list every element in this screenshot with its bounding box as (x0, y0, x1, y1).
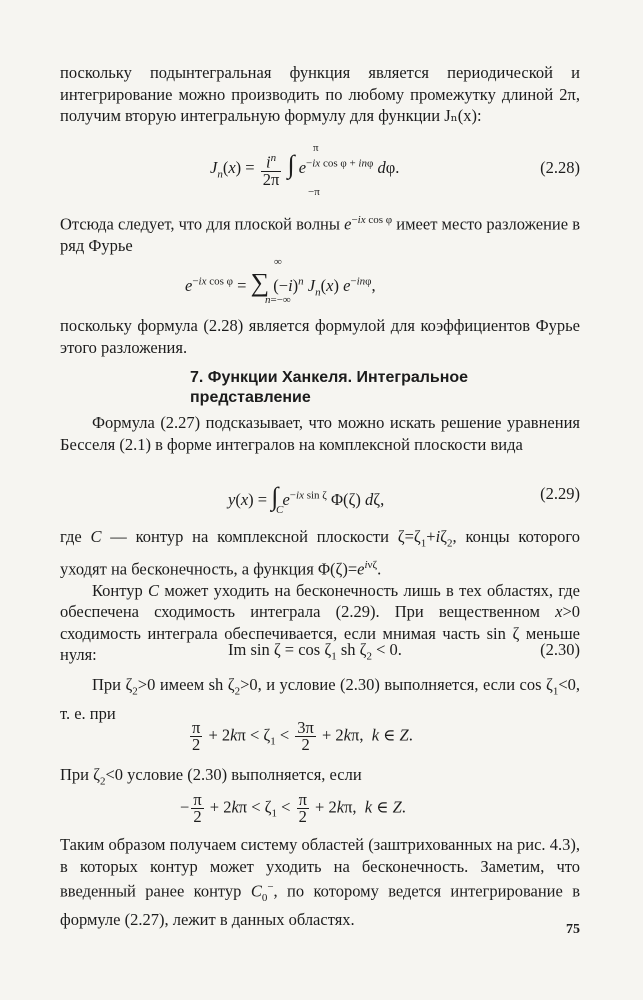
intro-paragraph: поскольку подынтегральная функция является периодической и интегрирование можно производить по любому промежутку длиной 2π, получим вторую интегральную формулу для функции Jₙ(x): (60, 63, 580, 125)
equation-2-30: Im $\sin \zeta = \cos \zeta_1$ sh $\zeta_2 < 0$. (2.30) (228, 640, 580, 663)
section-heading: 7. Функции Ханкеля. Интегральное представление (190, 369, 469, 406)
paragraph-conclusion: Таким образом получаем систему областей (заштрихованных на рис. 4.3), в которых контур может уходить на бесконечность. Заметим, что введенный ранее контур $C_0^-$, по которому ведется интегрирование в формуле (2.27), лежит в данных областях. (60, 835, 580, 930)
paragraph-bessel: Формула (2.27) подсказывает, что можно искать решение уравнения Бесселя (2.1) в форме интегралов на комплексной плоскости вида (60, 413, 580, 454)
equation-number: (2.28) (540, 158, 580, 177)
paragraph-case1: При $\zeta_2>0$ имеем sh $\zeta_2>0$, и условие (2.30) выполняется, если $\cos \zeta_1<0$, т. е. при (60, 675, 581, 723)
equation-fourier: $e^{-ix cos \varphi}$ = ∑ $(-i)^n$ $J_n(x)$ $e^{-in\varphi}$, ∞ n=−∞ (185, 256, 376, 306)
fraction: $\frac{i^n}{2\pi}$ (262, 152, 280, 189)
equation-2-28: $J_n(x)$ = $\frac{i^n}{2\pi}$ ∫ $e^{-ix cos \varphi + in\varphi}$ dφ. π −π (2.28) (210, 142, 580, 198)
equation-number: (2.29) (540, 484, 580, 503)
equation-number: (2.30) (540, 640, 580, 659)
equation-2-29: y(x) = ∫ $e^{-ix sin \zeta}$ Φ(ζ) dζ, C (2.29) (228, 482, 580, 516)
paragraph-case2: При $\zeta_2<0$ условие (2.30) выполняется, если (60, 765, 362, 788)
paragraph-fourier-coeff: поскольку формула (2.28) является формулой для коэффициентов Фурье этого разложения. (60, 316, 580, 357)
inequality-2: − $\frac{\pi}{2}$ + $2k\pi < \zeta_1$ < $\frac{\pi}{2}$ + 2kπ, k ∈ Z. (180, 790, 406, 826)
inequality-1: $\frac{\pi}{2}$ + $2k\pi < \zeta_1$ < $\frac{3\pi}{2}$ + 2kπ, k ∈ Z. (192, 718, 413, 754)
page-number: 75 (566, 922, 580, 937)
paragraph-plane-wave: Отсюда следует, что для плоской волны $e^{-ix cos \varphi}$ имеет место разложение в ряд Фурье (60, 214, 580, 255)
paragraph-contour: где C — контур на комплексной плоскости $\zeta=\zeta_1+i\zeta_2$, концы которого уходят на бесконечность, а функция $\Phi(\zeta)=e^{i\nu\zeta}$. Контур C может уходить на бесконечность лишь в тех областях, где обеспечена сходимость интеграла (2.29). При вещественном x>0 сходимость интеграла обеспечивается, если мнимая часть sin ζ меньше нуля: (60, 527, 580, 665)
